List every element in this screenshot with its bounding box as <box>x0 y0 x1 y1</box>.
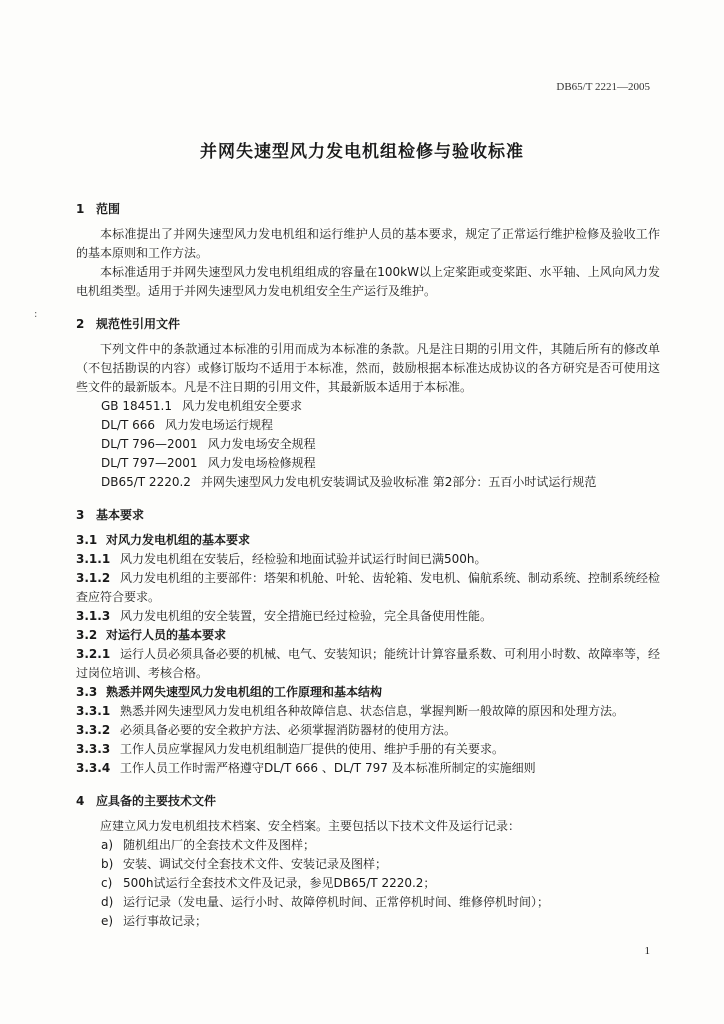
clause-3-2: 3.2 对运行人员的基本要求 <box>76 628 227 642</box>
list-item: e) 运行事故记录； <box>101 914 208 928</box>
section-heading-2: 2 规范性引用文件 <box>76 317 181 331</box>
clause-3-1: 3.1 对风力发电机组的基本要求 <box>76 533 251 547</box>
clause-3-3-3: 3.3.3 工作人员应掌握风力发电机组制造厂提供的使用、维护手册的有关要求。 <box>76 742 505 756</box>
clause-3-2-1: 3.2.1 运行人员必须具备必要的机械、电气、安装知识；能统计计算容量系数、可利用小时数、故障率等，经过岗位培训、考核合格。 <box>76 647 661 680</box>
clause-3-1-1: 3.1.1 风力发电机组在安装后，经检验和地面试验并试运行时间已满500h。 <box>76 552 487 566</box>
reference-item: DB65/T 2220.2 并网失速型风力发电机安装调试及验收标准 第2部分：五百小时试运行规范 <box>101 475 597 489</box>
list-item: d) 运行记录（发电量、运行小时、故障停机时间、正常停机时间、维修停机时间）； <box>101 895 550 909</box>
clause-3-3: 3.3 熟悉并网失速型风力发电机组的工作原理和基本结构 <box>76 685 383 699</box>
paragraph: 本标准适用于并网失速型风力发电机组组成的容量在100kW以上定桨距或变桨距、水平轴、上风向风力发电机组类型。适用于并网失速型风力发电机组安全生产运行及维护。 <box>76 265 660 298</box>
section-heading-4: 4 应具备的主要技术文件 <box>76 794 217 808</box>
reference-item: DL/T 666 风力发电场运行规程 <box>101 418 274 432</box>
margin-mark: : <box>34 309 38 320</box>
reference-item: DL/T 796—2001 风力发电场安全规程 <box>101 437 316 451</box>
document-body <box>76 200 660 931</box>
list-item: b) 安装、调试交付全套技术文件、安装记录及图样； <box>101 857 388 871</box>
standard-code: DB65/T 2221—2005 <box>556 81 650 93</box>
clause-3-3-4: 3.3.4 工作人员工作时需严格遵守DL/T 666 、DL/T 797 及本标准所制定的实施细则 <box>76 761 536 775</box>
section-heading-1: 1 范围 <box>76 202 121 216</box>
reference-list <box>101 397 660 492</box>
page-number: 1 <box>644 945 650 957</box>
paragraph: 本标准提出了并网失速型风力发电机组和运行维护人员的基本要求，规定了正常运行维护检修及验收工作的基本原则和工作方法。 <box>76 227 660 260</box>
document-title: 并网失速型风力发电机组检修与验收标准 <box>200 142 524 162</box>
list-item: c) 500h试运行全套技术文件及记录，参见DB65/T 2220.2； <box>101 876 436 890</box>
clause-3-3-1: 3.3.1 熟悉并网失速型风力发电机组各种故障信息、状态信息，掌握判断一般故障的原因和处理方法。 <box>76 704 625 718</box>
list-item: a) 随机组出厂的全套技术文件及图样； <box>101 838 316 852</box>
clause-3-1-3: 3.1.3 风力发电机组的安全装置，安全措施已经过检验，完全具备使用性能。 <box>76 609 493 623</box>
clause-3-1-2: 3.1.2 风力发电机组的主要部件：塔架和机舱、叶轮、齿轮箱、发电机、偏航系统、制动系统、控制系统经检查应符合要求。 <box>76 571 661 604</box>
reference-item: DL/T 797—2001 风力发电场检修规程 <box>101 456 316 470</box>
paragraph: 应建立风力发电机组技术档案、安全档案。主要包括以下技术文件及运行记录： <box>100 819 521 833</box>
reference-item: GB 18451.1 风力发电机组安全要求 <box>101 399 302 413</box>
clause-3-3-2: 3.3.2 必须具备必要的安全救护方法、必须掌握消防器材的使用方法。 <box>76 723 457 737</box>
paragraph: 下列文件中的条款通过本标准的引用而成为本标准的条款。凡是注日期的引用文件，其随后所有的修改单（不包括勘误的内容）或修订版均不适用于本标准，然而，鼓励根据本标准达成协议的各方研究是否可使用这些文件的最新版本。凡是不注日期的引用文件，其最新版本适用于本标准。 <box>76 342 660 394</box>
section-heading-3: 3 基本要求 <box>76 508 145 522</box>
